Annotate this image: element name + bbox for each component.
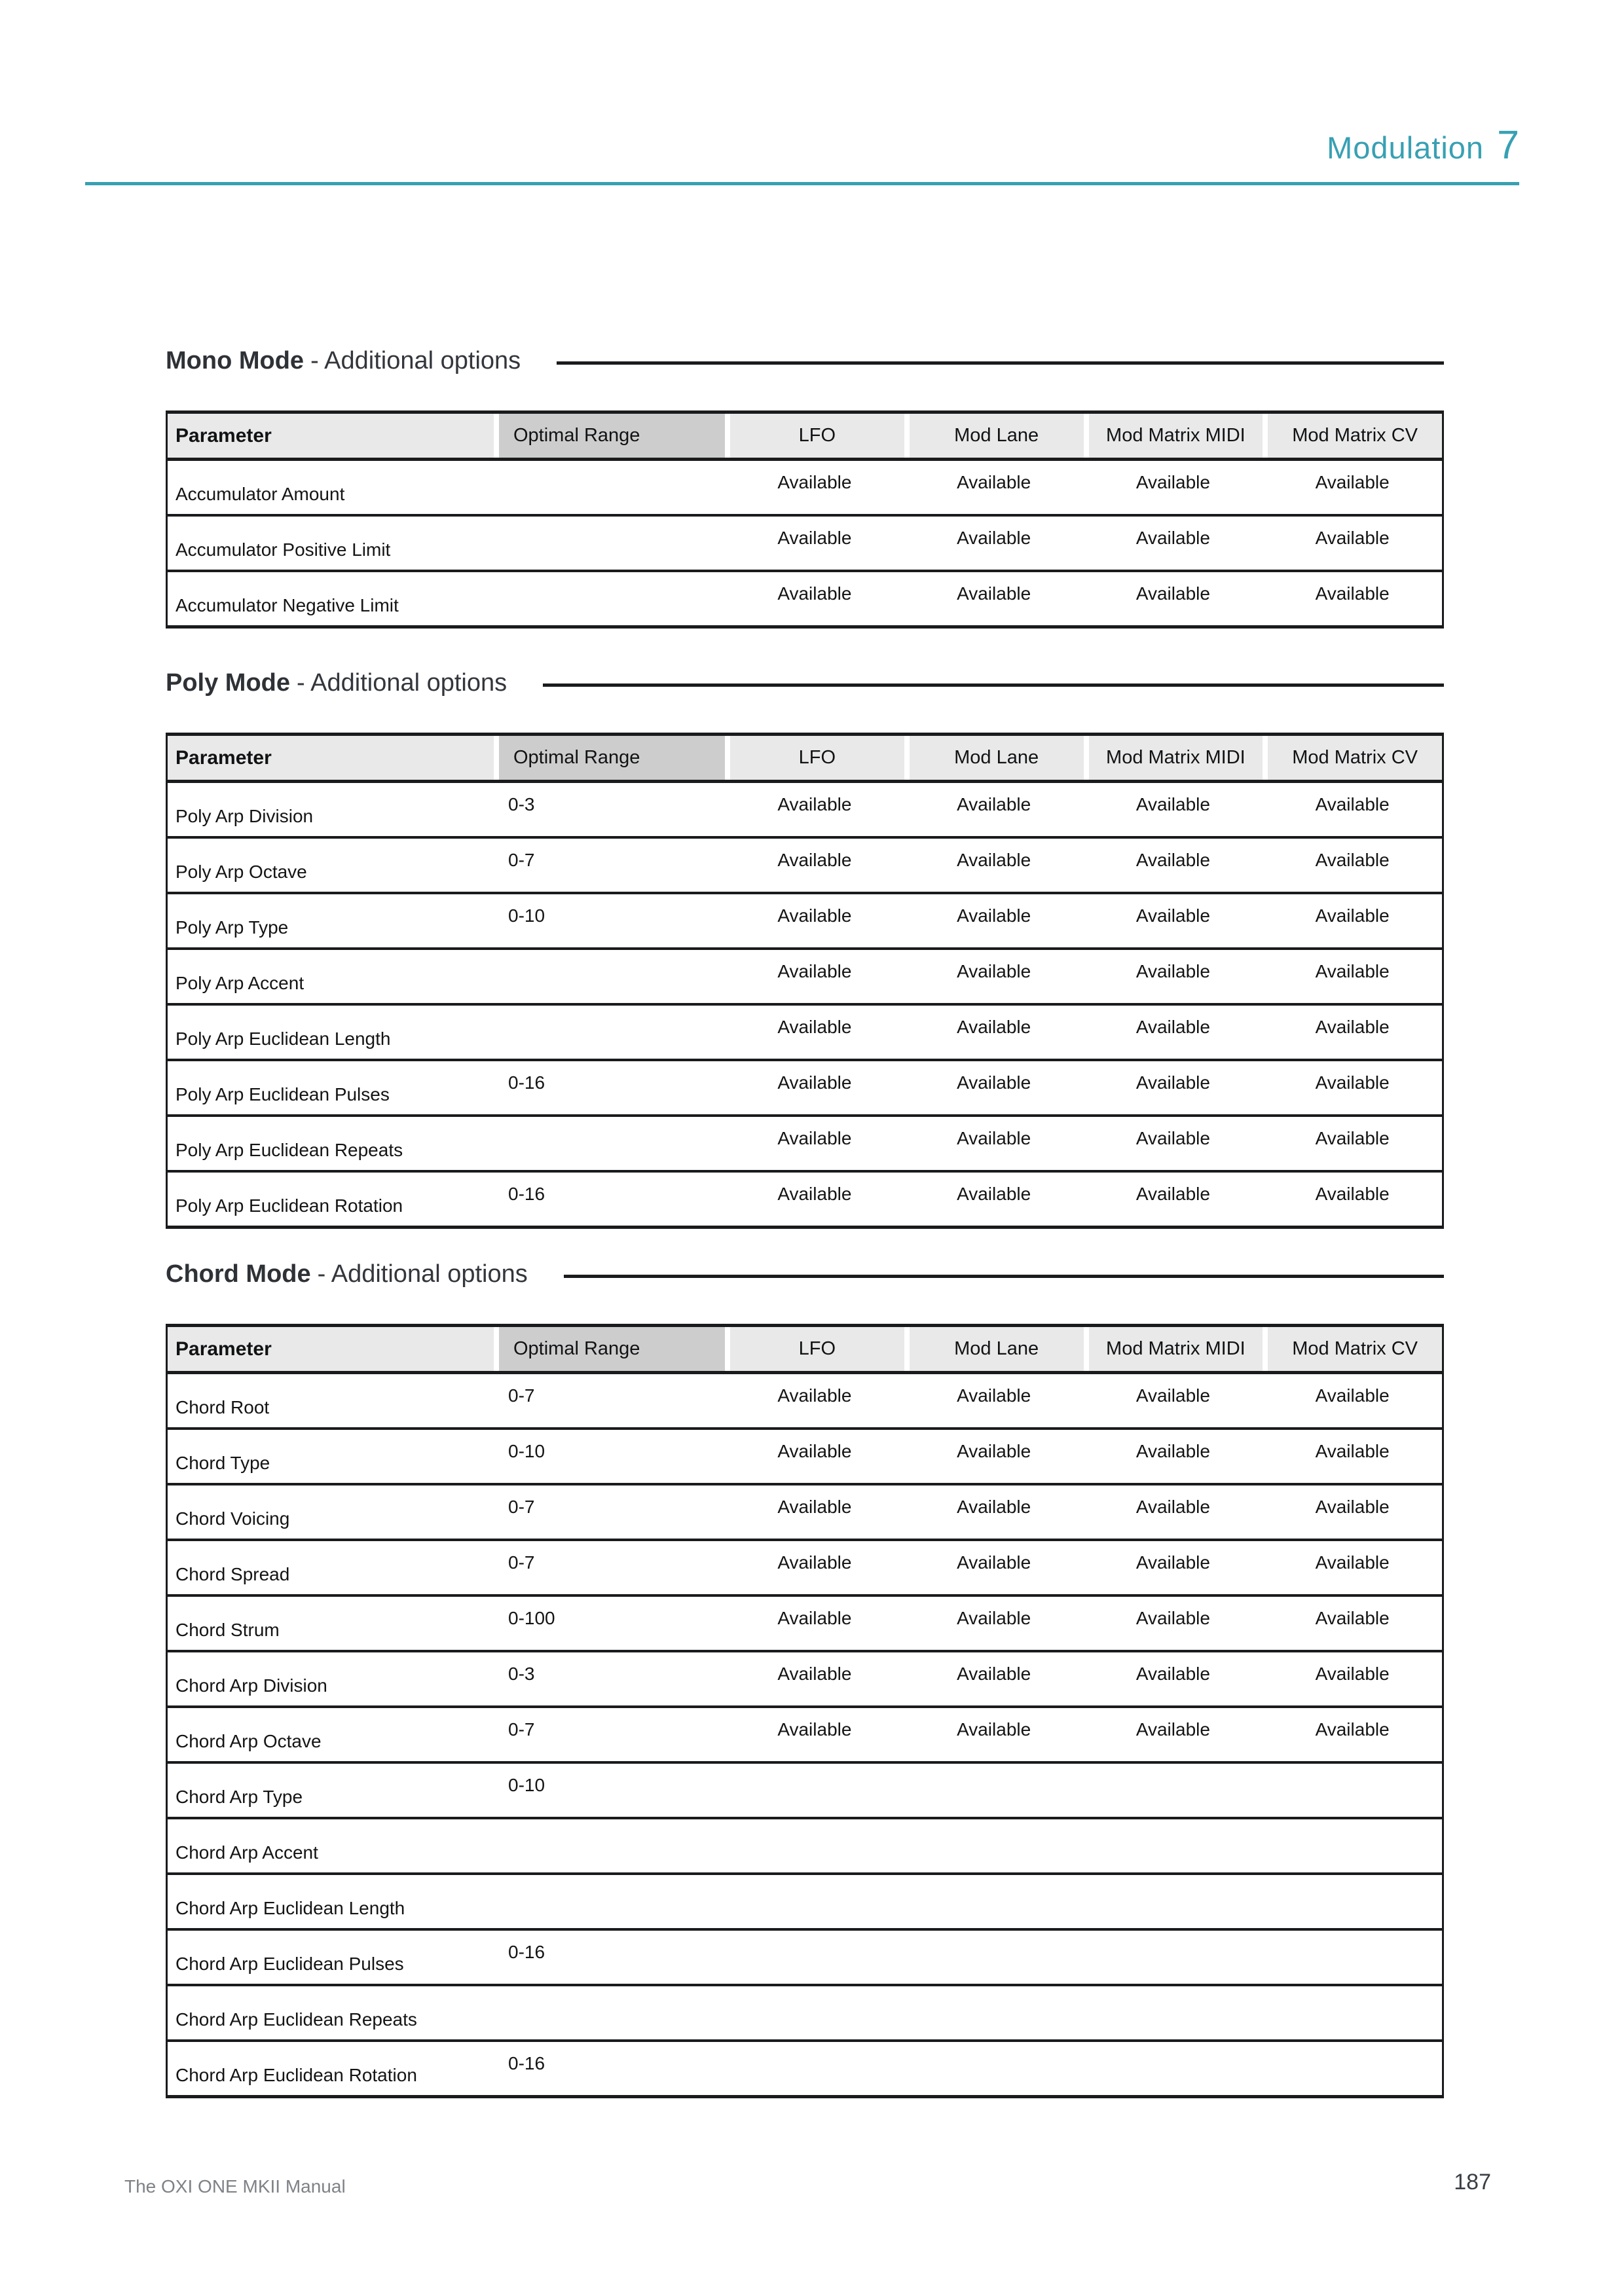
availability-value: Available	[1315, 1127, 1390, 1148]
availability-value	[1084, 1764, 1263, 1817]
parameter-name: Chord Arp Type	[175, 1786, 303, 1807]
availability-value: Available	[1315, 1016, 1390, 1037]
parameter-name: Poly Arp Euclidean Length	[175, 1028, 391, 1049]
availability-value: Available	[777, 583, 852, 604]
optimal-range-value: 0-10	[508, 905, 545, 926]
availability-value: Available	[1315, 960, 1390, 981]
section-title-tail: - Additional options	[317, 1260, 528, 1288]
footer-manual-name: The OXI ONE MKII Manual	[124, 2176, 346, 2196]
section-title-tail: - Additional options	[310, 346, 521, 374]
availability-value	[1084, 2042, 1263, 2095]
section-title-tail: - Additional options	[297, 668, 507, 697]
optimal-range-value: 0-7	[508, 1496, 535, 1517]
section-heading	[166, 667, 1444, 699]
table-row	[168, 514, 1442, 570]
table-row	[168, 1427, 1442, 1483]
availability-value	[904, 2042, 1084, 2095]
availability-value: Available	[777, 1607, 852, 1628]
availability-value: Available	[1315, 1663, 1390, 1684]
section-title	[166, 1260, 528, 1288]
parameter-name: Chord Arp Accent	[175, 1842, 318, 1863]
parameter-name: Poly Arp Accent	[175, 972, 304, 993]
table-row	[168, 1374, 1442, 1427]
section-heading	[166, 1258, 1444, 1290]
table-header-row	[168, 1327, 1442, 1374]
parameter-name: Chord Voicing	[175, 1508, 290, 1529]
availability-value: Available	[957, 471, 1031, 492]
availability-value	[1263, 1931, 1442, 1984]
availability-value: Available	[1315, 1607, 1390, 1628]
section-title	[166, 669, 507, 697]
column-header-lfo: LFO	[725, 736, 904, 780]
availability-value: Available	[1315, 1552, 1390, 1573]
availability-value: Available	[957, 849, 1031, 870]
section-heading	[166, 345, 1444, 376]
parameter-name: Accumulator Negative Limit	[175, 594, 399, 615]
section-chord-mode	[166, 1258, 1444, 2098]
table-header-row	[168, 736, 1442, 783]
availability-value: Available	[957, 1440, 1031, 1461]
availability-value: Available	[777, 1552, 852, 1573]
section-mono-mode	[166, 345, 1444, 629]
table-row	[168, 947, 1442, 1003]
parameter-name: Poly Arp Euclidean Repeats	[175, 1139, 403, 1160]
availability-value: Available	[1135, 583, 1210, 604]
column-header-lfo: LFO	[725, 414, 904, 458]
availability-value	[1263, 1986, 1442, 2039]
optimal-range-value: 0-7	[508, 1719, 535, 1740]
optimal-range-value	[494, 572, 725, 625]
availability-value: Available	[1315, 527, 1390, 548]
availability-value: Available	[777, 1385, 852, 1406]
availability-value	[725, 1875, 904, 1928]
availability-value: Available	[1135, 527, 1210, 548]
availability-value: Available	[1315, 1440, 1390, 1461]
table-row	[168, 570, 1442, 625]
availability-value: Available	[957, 1072, 1031, 1093]
table-header-row	[168, 414, 1442, 461]
column-header-parameter: Parameter	[168, 414, 494, 458]
availability-value	[1084, 1931, 1263, 1984]
parameter-name: Chord Spread	[175, 1563, 290, 1584]
availability-value	[1263, 1875, 1442, 1928]
chapter-title: Modulation	[1327, 130, 1485, 165]
optimal-range-value	[494, 950, 725, 1003]
availability-value: Available	[1135, 1607, 1210, 1628]
parameter-name: Chord Arp Octave	[175, 1730, 322, 1751]
table-row	[168, 1984, 1442, 2039]
availability-value: Available	[1315, 471, 1390, 492]
availability-value: Available	[957, 1552, 1031, 1573]
availability-value	[725, 1819, 904, 1872]
availability-value: Available	[1135, 960, 1210, 981]
table-row	[168, 1872, 1442, 1928]
column-header-mod-matrix-midi: Mod Matrix MIDI	[1084, 736, 1263, 780]
table-row	[168, 1170, 1442, 1226]
availability-value: Available	[1315, 583, 1390, 604]
chapter-number: 7	[1497, 122, 1519, 167]
optimal-range-value: 0-7	[508, 1385, 535, 1406]
column-header-mod-matrix-midi: Mod Matrix MIDI	[1084, 1327, 1263, 1371]
optimal-range-value	[494, 1875, 725, 1928]
table-row	[168, 892, 1442, 947]
chapter-header	[1327, 122, 1519, 168]
availability-value: Available	[1315, 1496, 1390, 1517]
availability-value: Available	[777, 1016, 852, 1037]
availability-value	[904, 1819, 1084, 1872]
availability-value	[725, 1931, 904, 1984]
availability-value: Available	[777, 1183, 852, 1204]
availability-value: Available	[1315, 1719, 1390, 1740]
availability-value: Available	[777, 471, 852, 492]
column-header-mod-lane: Mod Lane	[904, 414, 1084, 458]
optimal-range-value	[494, 1117, 725, 1170]
availability-value: Available	[957, 960, 1031, 981]
availability-value: Available	[777, 1440, 852, 1461]
availability-value: Available	[1315, 1385, 1390, 1406]
optimal-range-value: 0-16	[508, 1072, 545, 1093]
availability-value: Available	[1135, 1183, 1210, 1204]
parameter-name: Chord Arp Euclidean Pulses	[175, 1953, 404, 1974]
parameter-name: Chord Strum	[175, 1619, 280, 1640]
availability-value: Available	[957, 1385, 1031, 1406]
poly-mode-table	[166, 733, 1444, 1229]
column-header-optimal-range: Optimal Range	[494, 1327, 725, 1371]
optimal-range-value: 0-10	[508, 1440, 545, 1461]
availability-value	[904, 1931, 1084, 1984]
parameter-name: Chord Arp Euclidean Length	[175, 1897, 405, 1918]
parameter-name: Poly Arp Type	[175, 917, 289, 938]
availability-value	[904, 1764, 1084, 1817]
availability-value: Available	[957, 1183, 1031, 1204]
table-row	[168, 461, 1442, 514]
availability-value: Available	[1135, 471, 1210, 492]
optimal-range-value	[494, 517, 725, 570]
availability-value: Available	[957, 1719, 1031, 1740]
availability-value: Available	[957, 583, 1031, 604]
availability-value: Available	[1135, 1719, 1210, 1740]
availability-value: Available	[957, 1607, 1031, 1628]
column-header-optimal-range: Optimal Range	[494, 736, 725, 780]
availability-value: Available	[957, 1663, 1031, 1684]
parameter-name: Chord Root	[175, 1396, 270, 1417]
column-header-parameter: Parameter	[168, 736, 494, 780]
availability-value: Available	[777, 1127, 852, 1148]
optimal-range-value: 0-16	[508, 2052, 545, 2073]
availability-value: Available	[777, 527, 852, 548]
table-row	[168, 1483, 1442, 1539]
availability-value: Available	[777, 1719, 852, 1740]
table-row	[168, 1003, 1442, 1059]
column-header-mod-matrix-cv: Mod Matrix CV	[1263, 414, 1442, 458]
table-row	[168, 1059, 1442, 1114]
availability-value: Available	[777, 1663, 852, 1684]
table-row	[168, 1705, 1442, 1761]
footer-page-number: 187	[1454, 2170, 1491, 2195]
availability-value: Available	[1315, 1072, 1390, 1093]
section-rule	[543, 683, 1444, 687]
availability-value: Available	[957, 527, 1031, 548]
table-row	[168, 1650, 1442, 1705]
column-header-mod-lane: Mod Lane	[904, 1327, 1084, 1371]
availability-value: Available	[1135, 1496, 1210, 1517]
availability-value	[1084, 1819, 1263, 1872]
mono-mode-table	[166, 410, 1444, 629]
optimal-range-value	[494, 1819, 725, 1872]
optimal-range-value: 0-16	[508, 1183, 545, 1204]
optimal-range-value: 0-7	[508, 849, 535, 870]
column-header-mod-matrix-midi: Mod Matrix MIDI	[1084, 414, 1263, 458]
parameter-name: Chord Type	[175, 1452, 270, 1473]
availability-value: Available	[957, 1127, 1031, 1148]
availability-value: Available	[777, 1496, 852, 1517]
availability-value: Available	[777, 905, 852, 926]
chapter-rule	[85, 182, 1519, 185]
availability-value: Available	[1315, 1183, 1390, 1204]
parameter-name: Accumulator Positive Limit	[175, 539, 391, 560]
availability-value: Available	[777, 1072, 852, 1093]
availability-value: Available	[957, 1016, 1031, 1037]
table-row	[168, 1539, 1442, 1594]
column-header-lfo: LFO	[725, 1327, 904, 1371]
section-title	[166, 347, 521, 375]
column-header-mod-matrix-cv: Mod Matrix CV	[1263, 736, 1442, 780]
availability-value	[904, 1986, 1084, 2039]
parameter-name: Chord Arp Euclidean Rotation	[175, 2064, 417, 2085]
availability-value	[1084, 1986, 1263, 2039]
availability-value	[1263, 1819, 1442, 1872]
section-rule	[557, 361, 1444, 365]
availability-value	[1084, 1875, 1263, 1928]
availability-value: Available	[777, 960, 852, 981]
parameter-name: Poly Arp Division	[175, 805, 314, 826]
table-row	[168, 1928, 1442, 1984]
availability-value	[904, 1875, 1084, 1928]
availability-value: Available	[1315, 849, 1390, 870]
column-header-mod-matrix-cv: Mod Matrix CV	[1263, 1327, 1442, 1371]
availability-value: Available	[1135, 1016, 1210, 1037]
availability-value: Available	[777, 849, 852, 870]
section-title-bold: Chord Mode	[166, 1260, 311, 1288]
table-row	[168, 1114, 1442, 1170]
availability-value: Available	[1135, 849, 1210, 870]
section-rule	[564, 1275, 1444, 1278]
availability-value: Available	[1135, 793, 1210, 814]
chord-mode-table	[166, 1324, 1444, 2098]
availability-value: Available	[1135, 1072, 1210, 1093]
table-row	[168, 2039, 1442, 2095]
parameter-name: Chord Arp Euclidean Repeats	[175, 2009, 417, 2030]
availability-value: Available	[1135, 1552, 1210, 1573]
availability-value: Available	[1135, 1440, 1210, 1461]
table-row	[168, 783, 1442, 836]
parameter-name: Poly Arp Euclidean Pulses	[175, 1084, 390, 1104]
availability-value: Available	[957, 1496, 1031, 1517]
optimal-range-value	[494, 461, 725, 514]
optimal-range-value	[494, 1986, 725, 2039]
optimal-range-value: 0-10	[508, 1774, 545, 1795]
availability-value	[725, 1986, 904, 2039]
availability-value: Available	[1135, 1127, 1210, 1148]
table-row	[168, 1594, 1442, 1650]
availability-value: Available	[1315, 793, 1390, 814]
availability-value	[725, 1764, 904, 1817]
availability-value: Available	[777, 793, 852, 814]
table-row	[168, 1817, 1442, 1872]
availability-value	[1263, 1764, 1442, 1817]
availability-value: Available	[1135, 1663, 1210, 1684]
table-row	[168, 1761, 1442, 1817]
parameter-name: Chord Arp Division	[175, 1675, 327, 1696]
availability-value: Available	[957, 793, 1031, 814]
parameter-name: Poly Arp Octave	[175, 861, 307, 882]
availability-value	[1263, 2042, 1442, 2095]
column-header-parameter: Parameter	[168, 1327, 494, 1371]
section-title-bold: Mono Mode	[166, 346, 304, 374]
optimal-range-value: 0-3	[508, 793, 535, 814]
parameter-name: Accumulator Amount	[175, 483, 345, 504]
availability-value	[725, 2042, 904, 2095]
table-row	[168, 836, 1442, 892]
optimal-range-value: 0-3	[508, 1663, 535, 1684]
column-header-mod-lane: Mod Lane	[904, 736, 1084, 780]
optimal-range-value: 0-16	[508, 1941, 545, 1962]
availability-value: Available	[1135, 1385, 1210, 1406]
section-title-bold: Poly Mode	[166, 668, 291, 697]
availability-value: Available	[1315, 905, 1390, 926]
optimal-range-value	[494, 1006, 725, 1059]
parameter-name: Poly Arp Euclidean Rotation	[175, 1195, 403, 1216]
section-poly-mode	[166, 667, 1444, 1229]
availability-value: Available	[1135, 905, 1210, 926]
optimal-range-value: 0-100	[508, 1607, 555, 1628]
optimal-range-value: 0-7	[508, 1552, 535, 1573]
column-header-optimal-range: Optimal Range	[494, 414, 725, 458]
availability-value: Available	[957, 905, 1031, 926]
